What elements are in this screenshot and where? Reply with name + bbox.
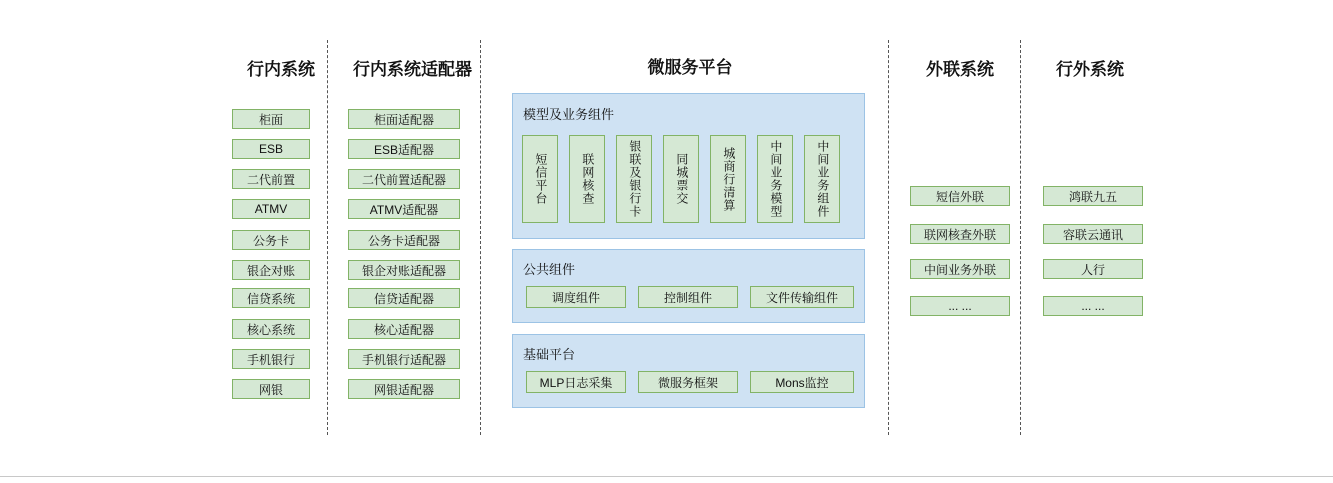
internal-adapter-node[interactable]: 网银适配器 [348,379,460,399]
internal-adapter-node[interactable]: 手机银行适配器 [348,349,460,369]
outside-system-node[interactable]: ... ... [1043,296,1143,316]
outside-system-node[interactable]: 人行 [1043,259,1143,279]
divider-2 [480,40,481,435]
divider-4 [1020,40,1021,435]
platform-component-node[interactable]: Mons监控 [750,371,854,393]
internal-adapter-node[interactable]: ATMV适配器 [348,199,460,219]
platform-component-node[interactable]: 控制组件 [638,286,738,308]
platform-component-node[interactable] [569,135,605,223]
platform-component-node[interactable] [616,135,652,223]
bottom-divider [0,476,1333,477]
platform-component-label: 中间业务组件 [815,140,830,218]
platform-component-node[interactable] [522,135,558,223]
internal-system-node[interactable]: 柜面 [232,109,310,129]
platform-component-node[interactable] [710,135,746,223]
internal-system-node[interactable]: 公务卡 [232,230,310,250]
platform-component-label: 同城票交 [674,153,689,205]
internal-system-node[interactable]: 核心系统 [232,319,310,339]
internal-adapter-node[interactable]: 银企对账适配器 [348,260,460,280]
platform-component-node[interactable] [757,135,793,223]
platform-group-label: 公共组件 [523,262,576,277]
column-title-microservice-platform: 微服务平台 [647,58,733,77]
internal-adapter-node[interactable]: 二代前置适配器 [348,169,460,189]
internal-adapter-node[interactable]: ESB适配器 [348,139,460,159]
platform-component-node[interactable]: 调度组件 [526,286,626,308]
external-link-system-node[interactable]: 中间业务外联 [910,259,1010,279]
internal-system-node[interactable]: 网银 [232,379,310,399]
internal-system-node[interactable]: 手机银行 [232,349,310,369]
platform-component-node[interactable]: MLP日志采集 [526,371,626,393]
column-title-internal-systems: 行内系统 [247,60,315,79]
internal-system-node[interactable]: 银企对账 [232,260,310,280]
platform-group-label: 模型及业务组件 [523,107,615,122]
internal-system-node[interactable]: 二代前置 [232,169,310,189]
platform-component-node[interactable]: 微服务框架 [638,371,738,393]
internal-adapter-node[interactable]: 核心适配器 [348,319,460,339]
platform-component-node[interactable] [804,135,840,223]
internal-system-node[interactable]: ESB [232,139,310,159]
platform-component-node[interactable] [663,135,699,223]
platform-component-label: 银联及银行卡 [627,140,642,218]
platform-component-node[interactable]: 文件传输组件 [750,286,854,308]
platform-component-label: 城商行清算 [721,146,736,212]
external-link-system-node[interactable]: 联网核查外联 [910,224,1010,244]
divider-1 [327,40,328,435]
platform-component-label: 中间业务模型 [768,140,783,218]
column-title-external-link-systems: 外联系统 [926,60,994,79]
platform-group-label: 基础平台 [523,347,576,362]
internal-system-node[interactable]: 信贷系统 [232,288,310,308]
column-title-internal-adapters: 行内系统适配器 [353,60,472,79]
internal-adapter-node[interactable]: 公务卡适配器 [348,230,460,250]
divider-3 [888,40,889,435]
platform-component-label: 短信平台 [533,153,548,205]
external-link-system-node[interactable]: 短信外联 [910,186,1010,206]
outside-system-node[interactable]: 鸿联九五 [1043,186,1143,206]
external-link-system-node[interactable]: ... ... [910,296,1010,316]
column-title-outside-systems: 行外系统 [1056,60,1124,79]
internal-system-node[interactable]: ATMV [232,199,310,219]
internal-adapter-node[interactable]: 柜面适配器 [348,109,460,129]
internal-adapter-node[interactable]: 信贷适配器 [348,288,460,308]
outside-system-node[interactable]: 容联云通讯 [1043,224,1143,244]
platform-component-label: 联网核查 [580,153,595,205]
